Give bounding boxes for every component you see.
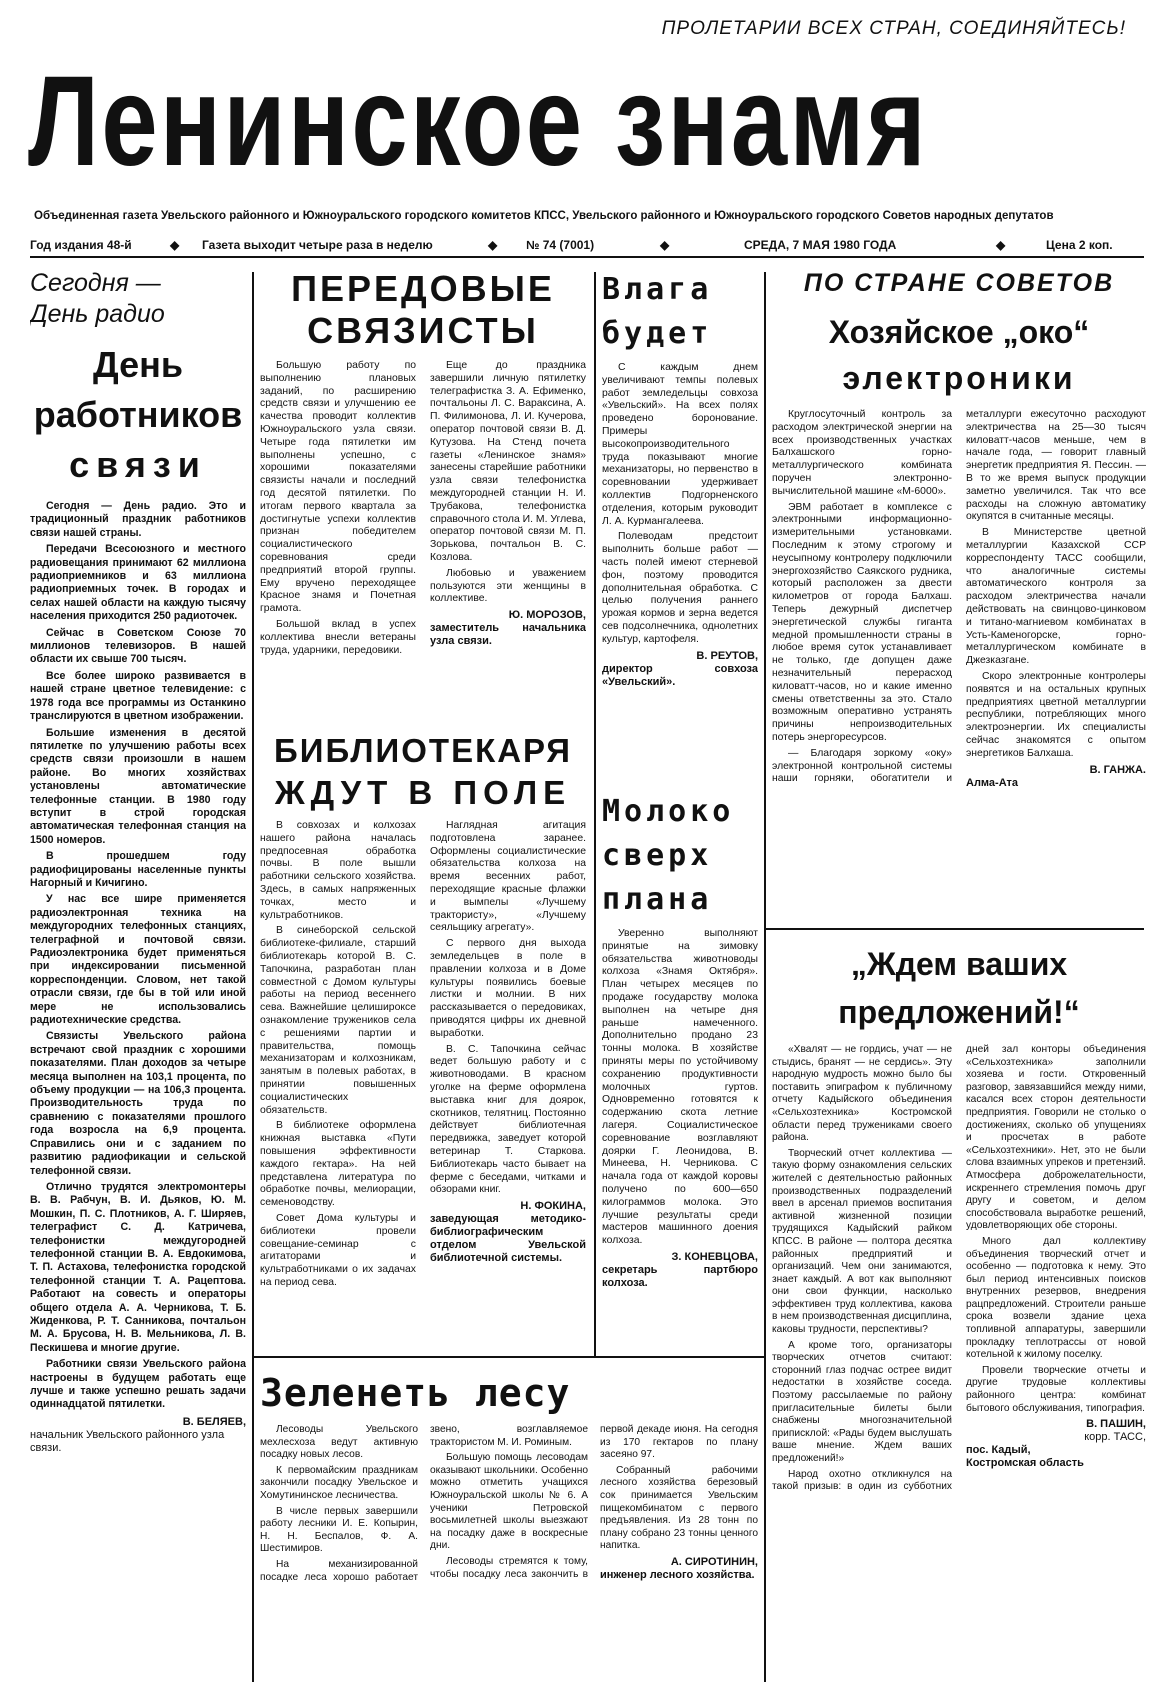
- column-rule: [594, 272, 596, 1356]
- headline: [772, 940, 1146, 1036]
- paragraph: «Хвалят — не гордись, учат — не стыдись, бранят — не сердись». Эту народную мудрость можно было бы поставить эпиграфом к публичному отчету Кадыйского объединения «Сельхозтехника» Костромской области перед тружениками своего района.: [772, 1044, 952, 1144]
- section-rule: [252, 1356, 764, 1358]
- paragraph: Лесоводы стремятся к тому, чтобы посадку леса закончить в первой декаде июня. На сегодня из 170 гектаров по плану засеяно 97.: [430, 1424, 758, 1580]
- headline-line: „Ждем ваших: [850, 946, 1068, 982]
- article-body: [260, 360, 586, 657]
- paragraph: В совхозах и колхозах нашего района началась предпосевная обработка почвы. В поле вышли работники сельского хозяйства. Здесь, в самых напряженных точках, место и культработников.: [260, 820, 416, 921]
- headline-line: ЖДУТ В ПОЛЕ: [274, 774, 572, 811]
- dateline: Костромская область: [966, 1457, 1084, 1470]
- article-body: [30, 500, 246, 1412]
- bullet-icon: ◆: [660, 238, 670, 252]
- signature: Н. ФОКИНА,: [520, 1200, 586, 1213]
- column-rule: [764, 272, 766, 1682]
- paragraph: Уверенно выполняют принятые на зимовку обязательства животноводы колхоза «Знамя Октября». План четырех месяцев по продаже государству молока выполнен на четыре дня раньше намеченного. Дополнительно продано 23 тонны молока. В хозяйстве приняты меры по устойчивому сохранению продуктивности молочных гуртов. Одновременно готовятся к содержанию скота летние лагеря. Социалистическое соревнование возглавляют доярки Г. Леонидова, В. Минеева, Н. Черникова. С начала года от каждой коровы получено по 600—650 килограммов молока. Это лучшие результаты среди мастеров машинного доения колхоза.: [602, 928, 758, 1247]
- article-forest: [260, 1366, 758, 1688]
- article-body: [772, 409, 1146, 790]
- signature: Ю. МОРОЗОВ,: [508, 609, 586, 622]
- signature-role: корр. ТАСС,: [1084, 1431, 1146, 1444]
- paragraph: — Благодаря зоркому «оку» электронной контрольной системы наши горняки, обогатители и металлурги ежесуточно расходуют электричества на 25—30 тысяч киловатт-часов меньше, чем в начале года, — говорит главный энергетик предприятия Я. Пессин. — В то же время выпуск продукции заметно увеличился. Так что все расходы на сложную автоматику окупятся в считанные месяцы.: [772, 409, 1146, 785]
- paragraph: Провели творческие отчеты и другие трудовые коллективы районного центра: комбинат бытового обслуживания, типография.: [966, 1364, 1146, 1414]
- paragraph: Много дал коллективу объединения творческий отчет и особенно — подготовка к нему. Это был период интенсивных поисков внутренних резервов, внедрения рацпредложений. Строители раньше срока возвели здание цеха топливной аппаратуры, завершили прокладку теплотрассы от новой котельной к жилому поселку.: [966, 1235, 1146, 1361]
- signature: А. СИРОТИНИН,: [670, 1555, 758, 1568]
- paragraph: Скоро электронные контролеры появятся и на остальных крупных предприятиях цветной металлургии республики, потребляющих много электроэнергии. Их специалисты сейчас знакомятся с опытом энергетиков Балхаша.: [966, 670, 1146, 759]
- headline: [30, 340, 246, 490]
- paragraph: Еще до праздника завершили личную пятилетку телеграфистка З. А. Ефименко, почтальоны Л. С. Вараксина, А. П. Филимонова, Л. И. Кучерова, оператор почтовой связи В. Д. Кутузова. На Стенд почета газеты «Ленинское знамя» занесены старейшие работники узла связи телефонистка междугородней станции Н. И. Трубакова, телефонистка справочного стола И. М. Углева, оператор почтовой связи М. П. Зорькова, почтальон В. С. Козлова.: [430, 360, 586, 563]
- paragraph: Полеводам предстоит выполнить больше работ — часть полей имеют стерневой фон, поэтому проводится дополнительная обработка. С целью получения раннего урожая кормов и зерна ведется сев подсолнечника, однолетних культур, картофеля.: [602, 531, 758, 645]
- paragraph: В Министерстве цветной металлургии Казахской ССР корреспонденту ТАСС сообщили, что аналогичные системы автоматического контроля за расходом электричества начали действовать на свинцово-цинковом и титано-магниевом комбинатах в Усть-Каменогорске, горно-металлургическом комбинате в Джезказгане.: [966, 527, 1146, 667]
- publication-frequency: Газета выходит четыре раза в неделю: [202, 238, 433, 252]
- year-of-publication: Год издания 48-й: [30, 238, 132, 252]
- paragraph: А кроме того, организаторы творческих отчетов считают: сторонний глаз подчас острее видит недостатки в хозяйстве соседа. Поэтому рассылаемые по району пригласительные билеты были снабжены многозначительной приписклой: «Рады будем выслушать ваше мнение. Ждем ваших предложений!»: [772, 1339, 952, 1464]
- headline-line: БИБЛИОТЕКАРЯ: [274, 732, 572, 769]
- headline-line: работников: [33, 394, 243, 435]
- paragraph: Сейчас в Советском Союзе 70 миллионов телевизоров. В нашей области их свыше 700 тысяч.: [30, 626, 246, 666]
- article-moisture: [602, 268, 758, 768]
- paragraph: С первого дня выхода земледельцев в поле в правлении колхоза и в Доме культуры появились боевые листки и молнии. В них рассказывается о передовиках, приводятся цифры их дневной выработки.: [430, 938, 586, 1039]
- kicker: [30, 268, 246, 330]
- headline-line: Хозяйское „око“: [828, 314, 1090, 350]
- article-body: [260, 820, 586, 1290]
- section-across-country: [772, 268, 1146, 918]
- headline-line: ПЕРЕДОВЫЕ: [291, 268, 555, 309]
- signature-role: заместитель начальника узла связи.: [430, 622, 586, 648]
- signature-role: секретарь партбюро колхоза.: [602, 1263, 758, 1289]
- headline-line: сверх: [602, 838, 713, 873]
- article-librarian: [260, 730, 586, 1350]
- issue-number: № 74 (7001): [526, 238, 595, 252]
- signature: В. ГАНЖА.: [1089, 763, 1146, 776]
- paragraph: На механизированной посадке леса хорошо работает звено, возглавляемое трактористом М. И. Роминым.: [260, 1424, 588, 1583]
- paragraph: С каждым днем увеличивают темпы полевых работ земледельцы совхоза «Увельский». На всех полях проведено боронование. Примеры высокопроизводительного труда показывают многие механизаторы, но первенство в соревновании удерживает коллектив Подгорненского отделения, которым руководит Л. А. Курмангалеева.: [602, 362, 758, 527]
- headline: [602, 790, 758, 922]
- slogan: ПРОЛЕТАРИИ ВСЕХ СТРАН, СОЕДИНЯЙТЕСЬ!: [661, 18, 1126, 39]
- paragraph: Творческий отчет коллектива — такую форму ознакомления сельских жителей с деятельностью районных производственных подразделений ввел в арсенал приемов воспитания активной жизненной позиции трудящихся Кадыйский райком КПСС. В районе — полтора десятка районных предприятий и организаций. Чем они занимаются, знает каждый. А вот как выполняют они свои функции, насколько эффективен труд коллектива, какова в нем производственная дисциплина, каковы трудности, перспективы?: [772, 1147, 952, 1336]
- paragraph: Большой вклад в успех коллектива внесли ветераны труда, ударники, передовики.: [260, 618, 416, 656]
- article-body: [260, 1424, 758, 1584]
- paragraph: Большие изменения в десятой пятилетке по улучшению работы всех средств связи произошли в нашем районе. Во многих хозяйствах установлены автоматические телефонные станции. В 1980 году вступит в строй городская автоматическая телефонная станция на 1500 номеров.: [30, 726, 246, 846]
- signature: В. ПАШИН,: [1086, 1418, 1146, 1431]
- paragraph: В библиотеке оформлена книжная выставка «Пути повышения эффективности каждого гектара». На ней представлена литература по обработке почвы, мелиорации, семеноводству.: [260, 1120, 416, 1209]
- paragraph: Большую помощь лесоводам оказывают школьники. Особенно можно отметить учащихся Южноуральской школы № 6. А ученики Петровской восьмилетней школы выезжают на посадку даже в воскресные дни.: [430, 1452, 588, 1552]
- paragraph: У нас все шире применяется радиоэлектронная техника на междугородних телефонных станциях, телеграфной и почтовой связи. Радиоэлектроника будет применяться при индексировании письменной корреспонденции. Словом, нет такой отрасли связи, где бы в той или иной мере не использовались радиотехнические средства.: [30, 893, 246, 1027]
- article-milk: [602, 790, 758, 1350]
- paragraph: Наглядная агитация подготовлена заранее. Оформлены социалистические обязательства колхоза на время весенних работ, переходящие красные флажки и вымпелы «Лучшему трактористу», «Лучшему сеяльщику агрегату».: [430, 820, 586, 934]
- headline-line: Молоко: [602, 794, 735, 829]
- paragraph: В числе первых завершили работу лесники И. Е. Копырин, Н. Н. Беспалов, Ф. А. Шестимиров.: [260, 1505, 418, 1555]
- article-body: [602, 928, 758, 1290]
- paragraph: Связисты Увельского района встречают свой праздник с хорошими показателями. План доходов за четыре месяца выполнен на 103,1 процента, по объему продукции — на 106,3 процента. Производительность труда по сравнению с показателями прошлого года возросла на 6,9 процента. Справились они и с заданием по развитию радиофикации и сельской телефонной связи.: [30, 1030, 246, 1177]
- headline-line: связи: [69, 444, 207, 485]
- dateline: Алма-Ата: [966, 776, 1019, 789]
- headline: [772, 309, 1146, 401]
- issue-date: СРЕДА, 7 МАЯ 1980 ГОДА: [744, 238, 897, 252]
- headline-line: предложений!“: [838, 994, 1080, 1030]
- bullet-icon: ◆: [170, 238, 180, 252]
- paragraph: Большую работу по выполнению плановых заданий, по расширению средств связи и улучшению ее качества проводит коллектив Южноуральского узла связи. Четыре года пятилетки им выполнены успешно, с хорошими показателями связисты начали и последний год десятой пятилетки. По итогам первого квартала за достигнутые успехи коллектив признан победителем социалистического соревнования среди предприятий второй группы. Ему вручено переходящее Красное знамя и Почетная грамота.: [260, 360, 416, 615]
- paragraph: К первомайским праздникам закончили посадку Увельское и Хомутининское лесничества.: [260, 1464, 418, 1501]
- article-we-await-suggestions: [772, 940, 1146, 1686]
- headline-line: СВЯЗИСТЫ: [307, 310, 539, 351]
- headline-line: День: [93, 344, 183, 385]
- signature-role: директор совхоза «Увельский».: [602, 662, 758, 688]
- paragraph: Собранный рабочими лесного хозяйства березовый сок принимается Увельским пищекомбинатом с первого предъявления. Из 28 тонн по плану собрано 23 тонны ценного напитка.: [600, 1464, 758, 1552]
- article-radio-day: [30, 268, 246, 1688]
- paragraph: Отлично трудятся электромонтеры В. В. Рабчун, В. И. Дьяков, Ю. М. Мошкин, П. С. Плотников, А. Г. Ширяев, телеграфист С. Д. Катричева, телефонистки междугородней телефонной станции В. А. Евдокимова, Т. П. Астахова, телефонистка городской телефонной станции Т. А. Рацептова. Работают на совесть и операторы общего отдела А. А. Черникова, Т. Б. Жиденкова, Р. Т. Санникова, почтальон М. А. Брусова, Н. В. Мельникова, Л. В. Пескишева и многие другие.: [30, 1180, 246, 1354]
- article-advanced-communicators: [260, 268, 586, 723]
- paragraph: Народ охотно откликнулся на такой призыв: в один из субботних дней зал конторы объединения «Сельхозтехника» заполнили хозяева и гости. Откровенный разговор, завязавшийся между ними, касался всех сторон деятельности предприятия. Говорили не столько о достижениях, сколько об упущениях и просчетах в работе «Сельхозтехники». Нет, это не были слова взаимных упреков и претензий. Атмосфера доброжелательности, искреннего стремления помочь друг другу и советом, и делом способствовала выработке решений, удовлетворяющих обе стороны.: [772, 1044, 1146, 1493]
- headline-line: электроники: [842, 360, 1076, 396]
- headline: Зеленеть лесу: [260, 1371, 571, 1415]
- newspaper-title: Ленинское знамя: [28, 50, 929, 193]
- signature: З. КОНЕВЦОВА,: [671, 1250, 758, 1263]
- headline: [260, 268, 586, 352]
- paragraph: В. С. Тапочкина сейчас ведет большую работу и с животноводами. В красном уголке на ферме оформлена выставка книг для доярок, скотников, телятниц. Постоянно действует библиотечная передвижка, заведует которой ветеринар Т. Старкова. Библиотекарь часто бывает на ферме с беседами, читками и обзорами книг.: [430, 1043, 586, 1196]
- paragraph: Лесоводы Увельского мехлесхоза ведут активную посадку новых лесов.: [260, 1424, 418, 1461]
- column-rule: [252, 272, 254, 1682]
- kicker-line: День радио: [30, 300, 165, 328]
- masthead: [28, 34, 1146, 210]
- signature: В. РЕУТОВ,: [696, 649, 758, 662]
- paragraph: Совет Дома культуры и библиотеки провели совещание-семинар с агитаторами и культработниками о их задачах на период сева.: [260, 1212, 416, 1288]
- paragraph: Сегодня — День радио. Это и традиционный праздник работников связи нашей страны.: [30, 500, 246, 539]
- signature-role: инженер лесного хозяйства.: [600, 1568, 755, 1581]
- paragraph: ЭВМ работает в комплексе с электронными информационно-измерительными установками. Последним к этому строгому и неусыпному контролеру подключили энергохозяйство Саякского рудника, который расположен за двести километров от города Балхаш. Теперь дежурный диспетчер энергетической службы гиганта медной промышленности страны в любое время суток устанавливает не только, где допущен даже незначительный перерасход киловатт-часов, но и какие именно смены ответственны за это. Стало возможным оперативно устранять причины непроизводительных потерь энергоресурсов.: [772, 501, 952, 743]
- signature-role: начальник Увельского районного узла связи.: [30, 1428, 225, 1454]
- paragraph: Передачи Всесоюзного и местного радиовещания принимают 62 миллиона радиоприемников и 63 миллиона радиоприемных точек. В городах и селах нашей области на каждую тысячу населения приходится 250 радиоточек.: [30, 543, 246, 623]
- paragraph: Работники связи Увельского района настроены в будущем работать еще лучше и также успешно решать задачи одиннадцатой пятилетки.: [30, 1358, 246, 1411]
- dateline: пос. Кадый,: [966, 1444, 1031, 1457]
- headline-line: плана: [602, 882, 713, 917]
- issue-price: Цена 2 коп.: [1046, 238, 1113, 252]
- article-body: [602, 362, 758, 689]
- rubric: ПО СТРАНЕ СОВЕТОВ: [803, 269, 1115, 297]
- headline: [260, 730, 586, 814]
- signature-role: заведующая методико-библиографическим отделом Увельской библиотечной системы.: [430, 1213, 586, 1265]
- paragraph: Любовью и уважением пользуются эти женщины в коллективе.: [430, 567, 586, 605]
- bullet-icon: ◆: [488, 238, 498, 252]
- paragraph: В синеборской сельской библиотеке-филиале, старший библиотекарь которой В. С. Тапочкина, разработан план совместной с Домом культуры работы на период весеннего сева. Важнейшие целишироксе ознакомление тружеников села с решениями партии и правительства, помощь механизаторам и колхозникам, занятым в полевых работах, в принятии повышенных социалистических обязательств.: [260, 925, 416, 1116]
- paragraph: Круглосуточный контроль за расходом электрической энергии на всех производственных участках Балхашского горно-металлургического комбината поручен электронно-вычислительной машине «М-6000».: [772, 409, 952, 497]
- kicker-line: Сегодня —: [30, 269, 161, 297]
- article-body: [772, 1044, 1146, 1494]
- signature: В. БЕЛЯЕВ,: [182, 1415, 246, 1428]
- issue-info-bar: [30, 236, 1144, 258]
- section-rule: [764, 928, 1144, 930]
- headline: [602, 268, 758, 356]
- newspaper-subtitle: Объединенная газета Увельского районного и Южноуральского городского комитетов КПСС, Увельского районного и Южноуральского городского Советов народных депутатов: [34, 210, 1054, 222]
- headline-line: будет: [602, 316, 713, 351]
- bullet-icon: ◆: [996, 238, 1006, 252]
- paragraph: В прошедшем году радиофицированы населенные пункты Нагорный и Кичигино.: [30, 850, 246, 889]
- headline-line: Влага: [602, 272, 713, 307]
- paragraph: Все более широко развивается в нашей стране цветное телевидение: с 1978 года все программы из Останкино транслируются в цветном изображении.: [30, 669, 246, 723]
